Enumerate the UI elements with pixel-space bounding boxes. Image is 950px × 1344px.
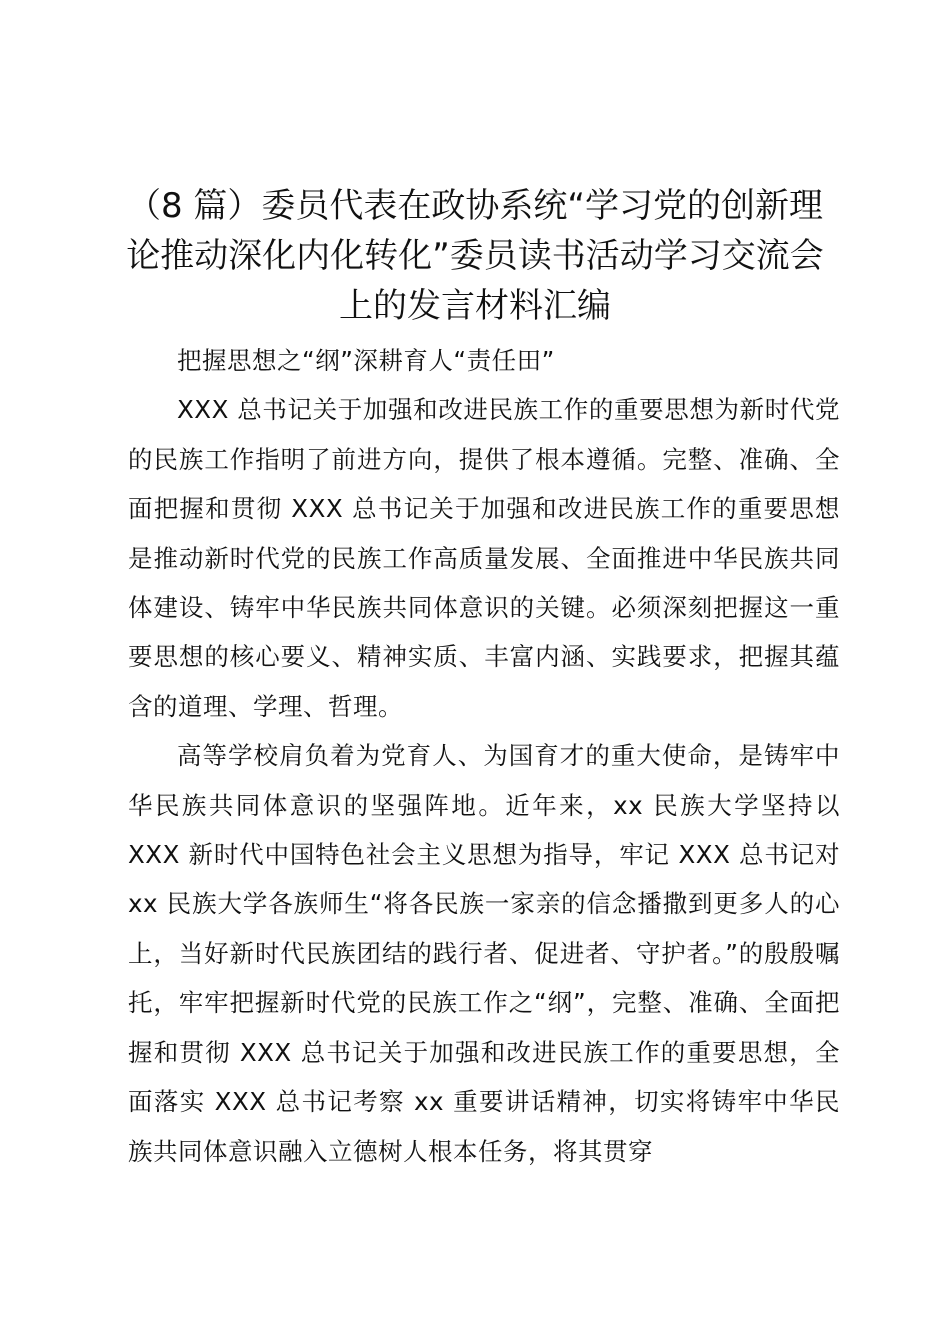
body-paragraph: 高等学校肩负着为党育人、为国育才的重大使命，是铸牢中华民族共同体意识的坚强阵地。近年来，xx 民族大学坚持以 XXX 新时代中国特色社会主义思想为指导，牢记 XXX 总书记对 xx 民族大学各族师生“将各民族一家亲的信念播撒到更多人的心上，当好新时代民族团结的践行者、促进者、守护者。”的殷殷嘱托，牢牢把握新时代党的民族工作之“纲”，完整、准确、全面把握和贯彻 XXX 总书记关于加强和改进民族工作的重要思想，全面落实 XXX 总书记考察 xx 重要讲话精神，切实将铸牢中华民族共同体意识融入立德树人根本任务，将其贯穿: [128, 741, 840, 1166]
body-paragraph: XXX 总书记关于加强和改进民族工作的重要思想为新时代党的民族工作指明了前进方向，提供了根本遵循。完整、准确、全面把握和贯彻 XXX 总书记关于加强和改进民族工作的重要思想是推动新时代党的民族工作高质量发展、全面推进中华民族共同体建设、铸牢中华民族共同体意识的关键。必须深刻把握这一重要思想的核心要义、精神实质、丰富内涵、实践要求，把握其蕴含的道理、学理、哲理。: [128, 395, 840, 721]
document-body: [128, 336, 840, 1176]
document-title: （8 篇）委员代表在政协系统“学习党的创新理论推动深化内化转化”委员读书活动学习交流会上的发言材料汇编: [126, 186, 824, 326]
section-subheading: 把握思想之“纲”深耕育人“责任田”: [177, 346, 555, 375]
